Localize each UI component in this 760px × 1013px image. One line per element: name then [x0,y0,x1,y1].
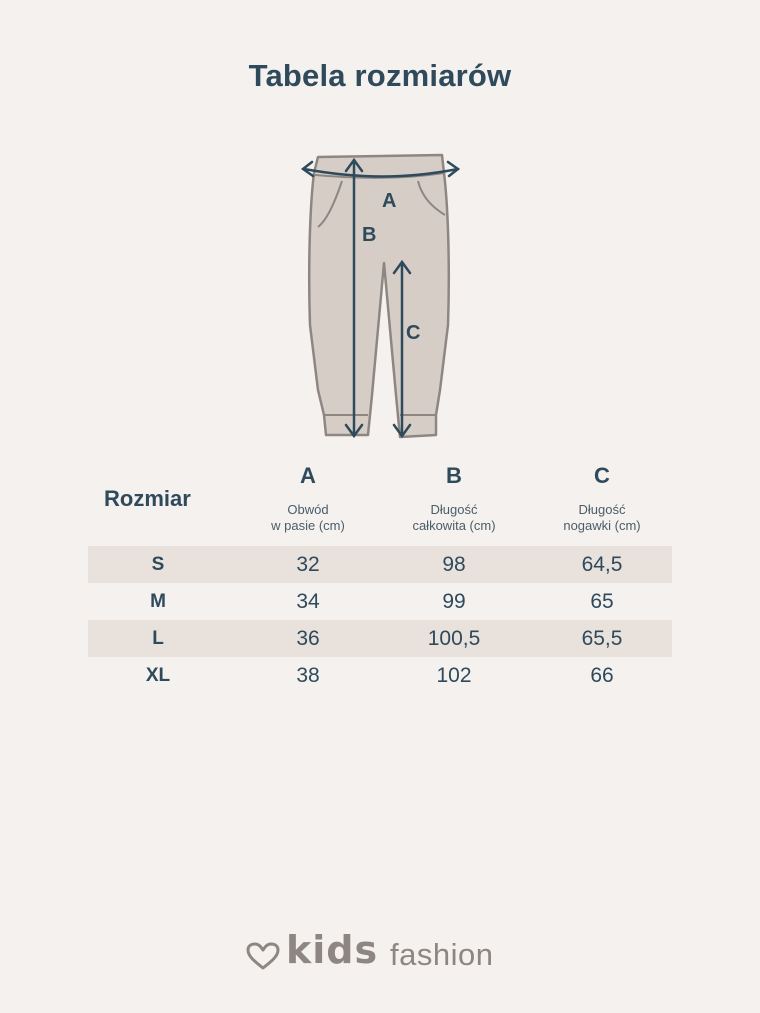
column-desc-line1: Obwód [287,502,329,517]
page-title: Tabela rozmiarów [248,58,512,93]
size-table [88,458,672,694]
table-row [88,620,672,657]
column-letter: A [300,463,316,488]
column-c-header [527,458,677,534]
size-cell: XL [145,665,171,686]
total-length-cell: 99 [442,590,466,613]
size-cell: L [152,628,164,649]
waist-cell: 38 [296,664,320,687]
table-row [88,546,672,583]
column-description [527,502,677,534]
total-length-cell: 100,5 [427,627,481,650]
label-b: B [362,224,377,246]
size-column-header: Rozmiar [104,486,191,511]
waist-cell: 34 [296,590,320,613]
label-a: A [382,190,397,212]
leg-length-cell: 65,5 [581,627,623,650]
label-c: C [406,322,421,344]
heart-icon [246,942,280,970]
table-row [88,583,672,620]
brand-logo [246,928,526,978]
column-desc-line1: Długość [430,502,478,517]
total-length-cell: 98 [442,553,466,576]
column-desc-line2: nogawki (cm) [563,518,641,533]
pants-outline [309,155,449,437]
column-b-header [379,458,529,534]
column-desc-line1: Długość [578,502,626,517]
pants-diagram [290,145,470,445]
waist-cell: 36 [296,627,320,650]
table-row [88,657,672,694]
column-desc-line2: w pasie (cm) [271,518,345,533]
column-description [379,502,529,534]
leg-length-cell: 64,5 [581,553,623,576]
column-letter: C [594,463,610,488]
size-cell: M [150,591,166,612]
leg-length-cell: 66 [590,664,614,687]
column-description [233,502,383,534]
leg-length-cell: 65 [590,590,614,613]
column-a-header [233,458,383,534]
table-header [88,458,672,546]
column-letter: B [446,463,462,488]
waist-cell: 32 [296,553,320,576]
size-cell: S [151,554,165,575]
logo-kids-text: kids [286,928,379,972]
logo-fashion-text: fashion [390,937,494,972]
column-desc-line2: całkowita (cm) [412,518,496,533]
total-length-cell: 102 [436,664,472,687]
